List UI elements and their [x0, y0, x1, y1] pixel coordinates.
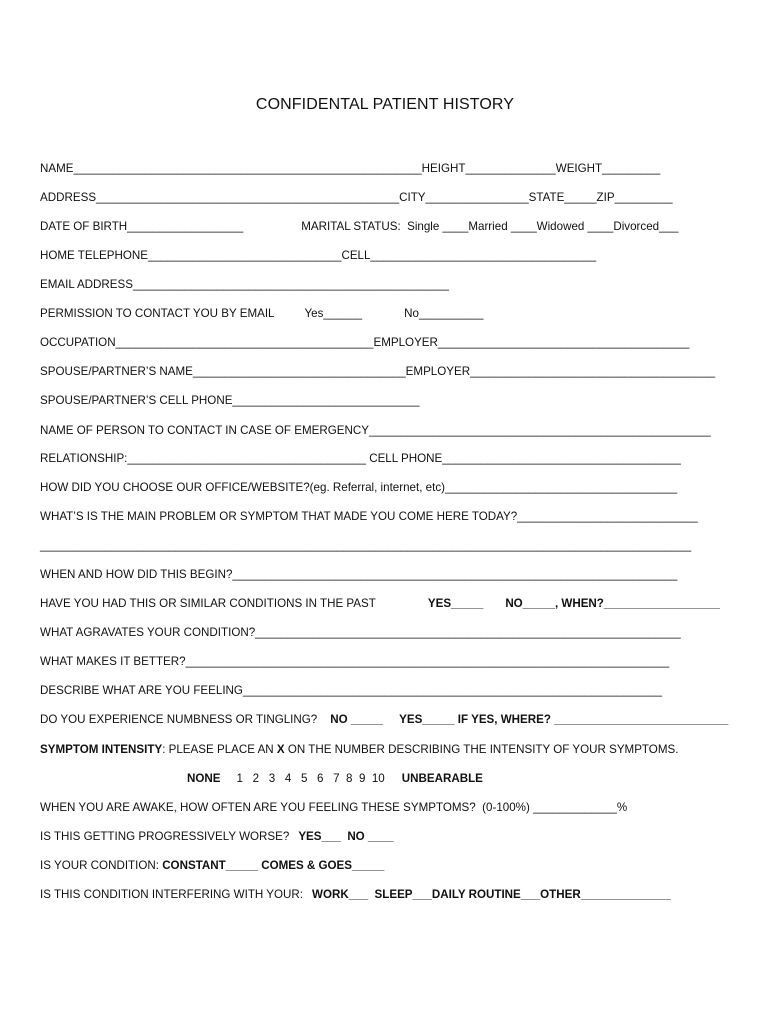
spouse-name-field[interactable]: SPOUSE/PARTNER’S NAME_________________________________EMPLOYER______________________________________ [40, 365, 716, 378]
scale-none-label: NONE [187, 772, 221, 785]
scale-unbearable-label: UNBEARABLE [401, 772, 483, 785]
prior-condition-row[interactable] [40, 597, 720, 611]
home-telephone-field[interactable]: HOME TELEPHONE______________________________CELL___________________________________ [40, 249, 597, 262]
spouse-name-row[interactable] [40, 365, 715, 379]
onset-field[interactable]: WHEN AND HOW DID THIS BEGIN?_____________________________________________________________________ [40, 568, 678, 581]
prior-condition-label: HAVE YOU HAD THIS OR SIMILAR CONDITIONS IN THE PAST [40, 597, 376, 610]
marital-status-field[interactable]: MARITAL STATUS: Single ____Married ____Widowed ____Divorced___ [301, 220, 679, 233]
worse-label: IS THIS GETTING PROGRESSIVELY WORSE? [40, 830, 290, 843]
dob-field[interactable]: DATE OF BIRTH__________________ [40, 220, 244, 233]
email-permission-yes[interactable]: Yes______ [304, 307, 363, 320]
emergency-contact-field[interactable]: NAME OF PERSON TO CONTACT IN CASE OF EMERGENCY_____________________________________________________ [40, 424, 711, 437]
name-field[interactable]: NAME______________________________________________________HEIGHT______________WEIGHT_________ [40, 162, 661, 175]
worse-row[interactable] [40, 830, 394, 844]
address-field[interactable]: ADDRESS_______________________________________________CITY________________STATE_____ZIP_________ [40, 191, 673, 204]
feeling-row[interactable] [40, 684, 662, 698]
referral-row[interactable] [40, 481, 677, 495]
interference-label: IS THIS CONDITION INTERFERING WITH YOUR: [40, 888, 304, 901]
condition-type-options[interactable]: CONSTANT_____ COMES & GOES_____ [162, 859, 385, 872]
spouse-cell-row[interactable] [40, 394, 419, 408]
intensity-scale[interactable] [187, 772, 483, 786]
better-field[interactable]: WHAT MAKES IT BETTER?___________________________________________________________________________ [40, 655, 670, 668]
email-permission-row[interactable] [40, 307, 483, 321]
emergency-contact-row[interactable] [40, 424, 711, 438]
occupation-field[interactable]: OCCUPATION________________________________________EMPLOYER_______________________________________ [40, 336, 690, 349]
page-title: CONFIDENTAL PATIENT HISTORY [255, 96, 515, 113]
numbness-no[interactable]: NO _____ [330, 713, 384, 726]
main-problem-continuation[interactable] [40, 539, 691, 553]
email-permission-label: PERMISSION TO CONTACT YOU BY EMAIL [40, 307, 275, 320]
frequency-field[interactable]: WHEN YOU ARE AWAKE, HOW OFTEN ARE YOU FEELING THESE SYMPTOMS? (0-100%) _____________% [40, 801, 628, 814]
prior-condition-no-when[interactable]: NO_____, WHEN?__________________ [505, 597, 720, 610]
blank-line[interactable]: _____________________________________________________________________________________________________ [40, 539, 692, 552]
better-row[interactable] [40, 655, 669, 669]
email-field[interactable]: EMAIL ADDRESS_________________________________________________ [40, 278, 449, 291]
frequency-row[interactable] [40, 801, 627, 815]
aggravates-field[interactable]: WHAT AGRAVATES YOUR CONDITION?__________________________________________________________________ [40, 626, 681, 639]
numbness-row[interactable] [40, 713, 728, 727]
symptom-intensity-instruction [40, 743, 678, 757]
numbness-yes-where[interactable]: YES_____ IF YES, WHERE? ___________________________ [399, 713, 729, 726]
condition-type-label: IS YOUR CONDITION: [40, 859, 163, 872]
numbness-label: DO YOU EXPERIENCE NUMBNESS OR TINGLING? [40, 713, 318, 726]
instruction-x-mark: X [276, 743, 285, 756]
feeling-field[interactable]: DESCRIBE WHAT ARE YOU FEELING_________________________________________________________________ [40, 684, 663, 697]
main-problem-row[interactable] [40, 510, 698, 524]
interference-options[interactable]: WORK___ SLEEP___DAILY ROUTINE___OTHER______________ [312, 888, 671, 901]
worse-options[interactable]: YES___ NO ____ [298, 830, 394, 843]
dob-marital-row[interactable] [40, 220, 678, 234]
name-height-weight-row[interactable] [40, 162, 660, 176]
occupation-row[interactable] [40, 336, 689, 350]
instruction-text: : PLEASE PLACE AN [162, 743, 277, 756]
prior-condition-yes[interactable]: YES_____ [427, 597, 484, 610]
address-row[interactable] [40, 191, 673, 205]
symptom-intensity-label: SYMPTOM INTENSITY [40, 743, 163, 756]
relationship-field[interactable]: RELATIONSHIP:_____________________________________ CELL PHONE_____________________________________ [40, 452, 681, 465]
instruction-text-end: ON THE NUMBER DESCRIBING THE INTENSITY OF YOUR SYMPTOMS. [284, 743, 679, 756]
main-problem-field[interactable]: WHAT’S IS THE MAIN PROBLEM OR SYMPTOM THAT MADE YOU COME HERE TODAY?____________________________ [40, 510, 698, 523]
spouse-cell-field[interactable]: SPOUSE/PARTNER’S CELL PHONE_____________________________ [40, 394, 420, 407]
condition-type-row[interactable] [40, 859, 384, 873]
telephone-row[interactable] [40, 249, 596, 263]
referral-field[interactable]: HOW DID YOU CHOOSE OUR OFFICE/WEBSITE?(eg. Referral, internet, etc)____________________________________ [40, 481, 678, 494]
email-row[interactable] [40, 278, 449, 292]
interference-row[interactable] [40, 888, 671, 902]
email-permission-no[interactable]: No__________ [404, 307, 484, 320]
relationship-row[interactable] [40, 452, 681, 466]
aggravates-row[interactable] [40, 626, 681, 640]
onset-row[interactable] [40, 568, 677, 582]
scale-numbers[interactable]: 1 2 3 4 5 6 7 8 9 10 [236, 772, 385, 785]
